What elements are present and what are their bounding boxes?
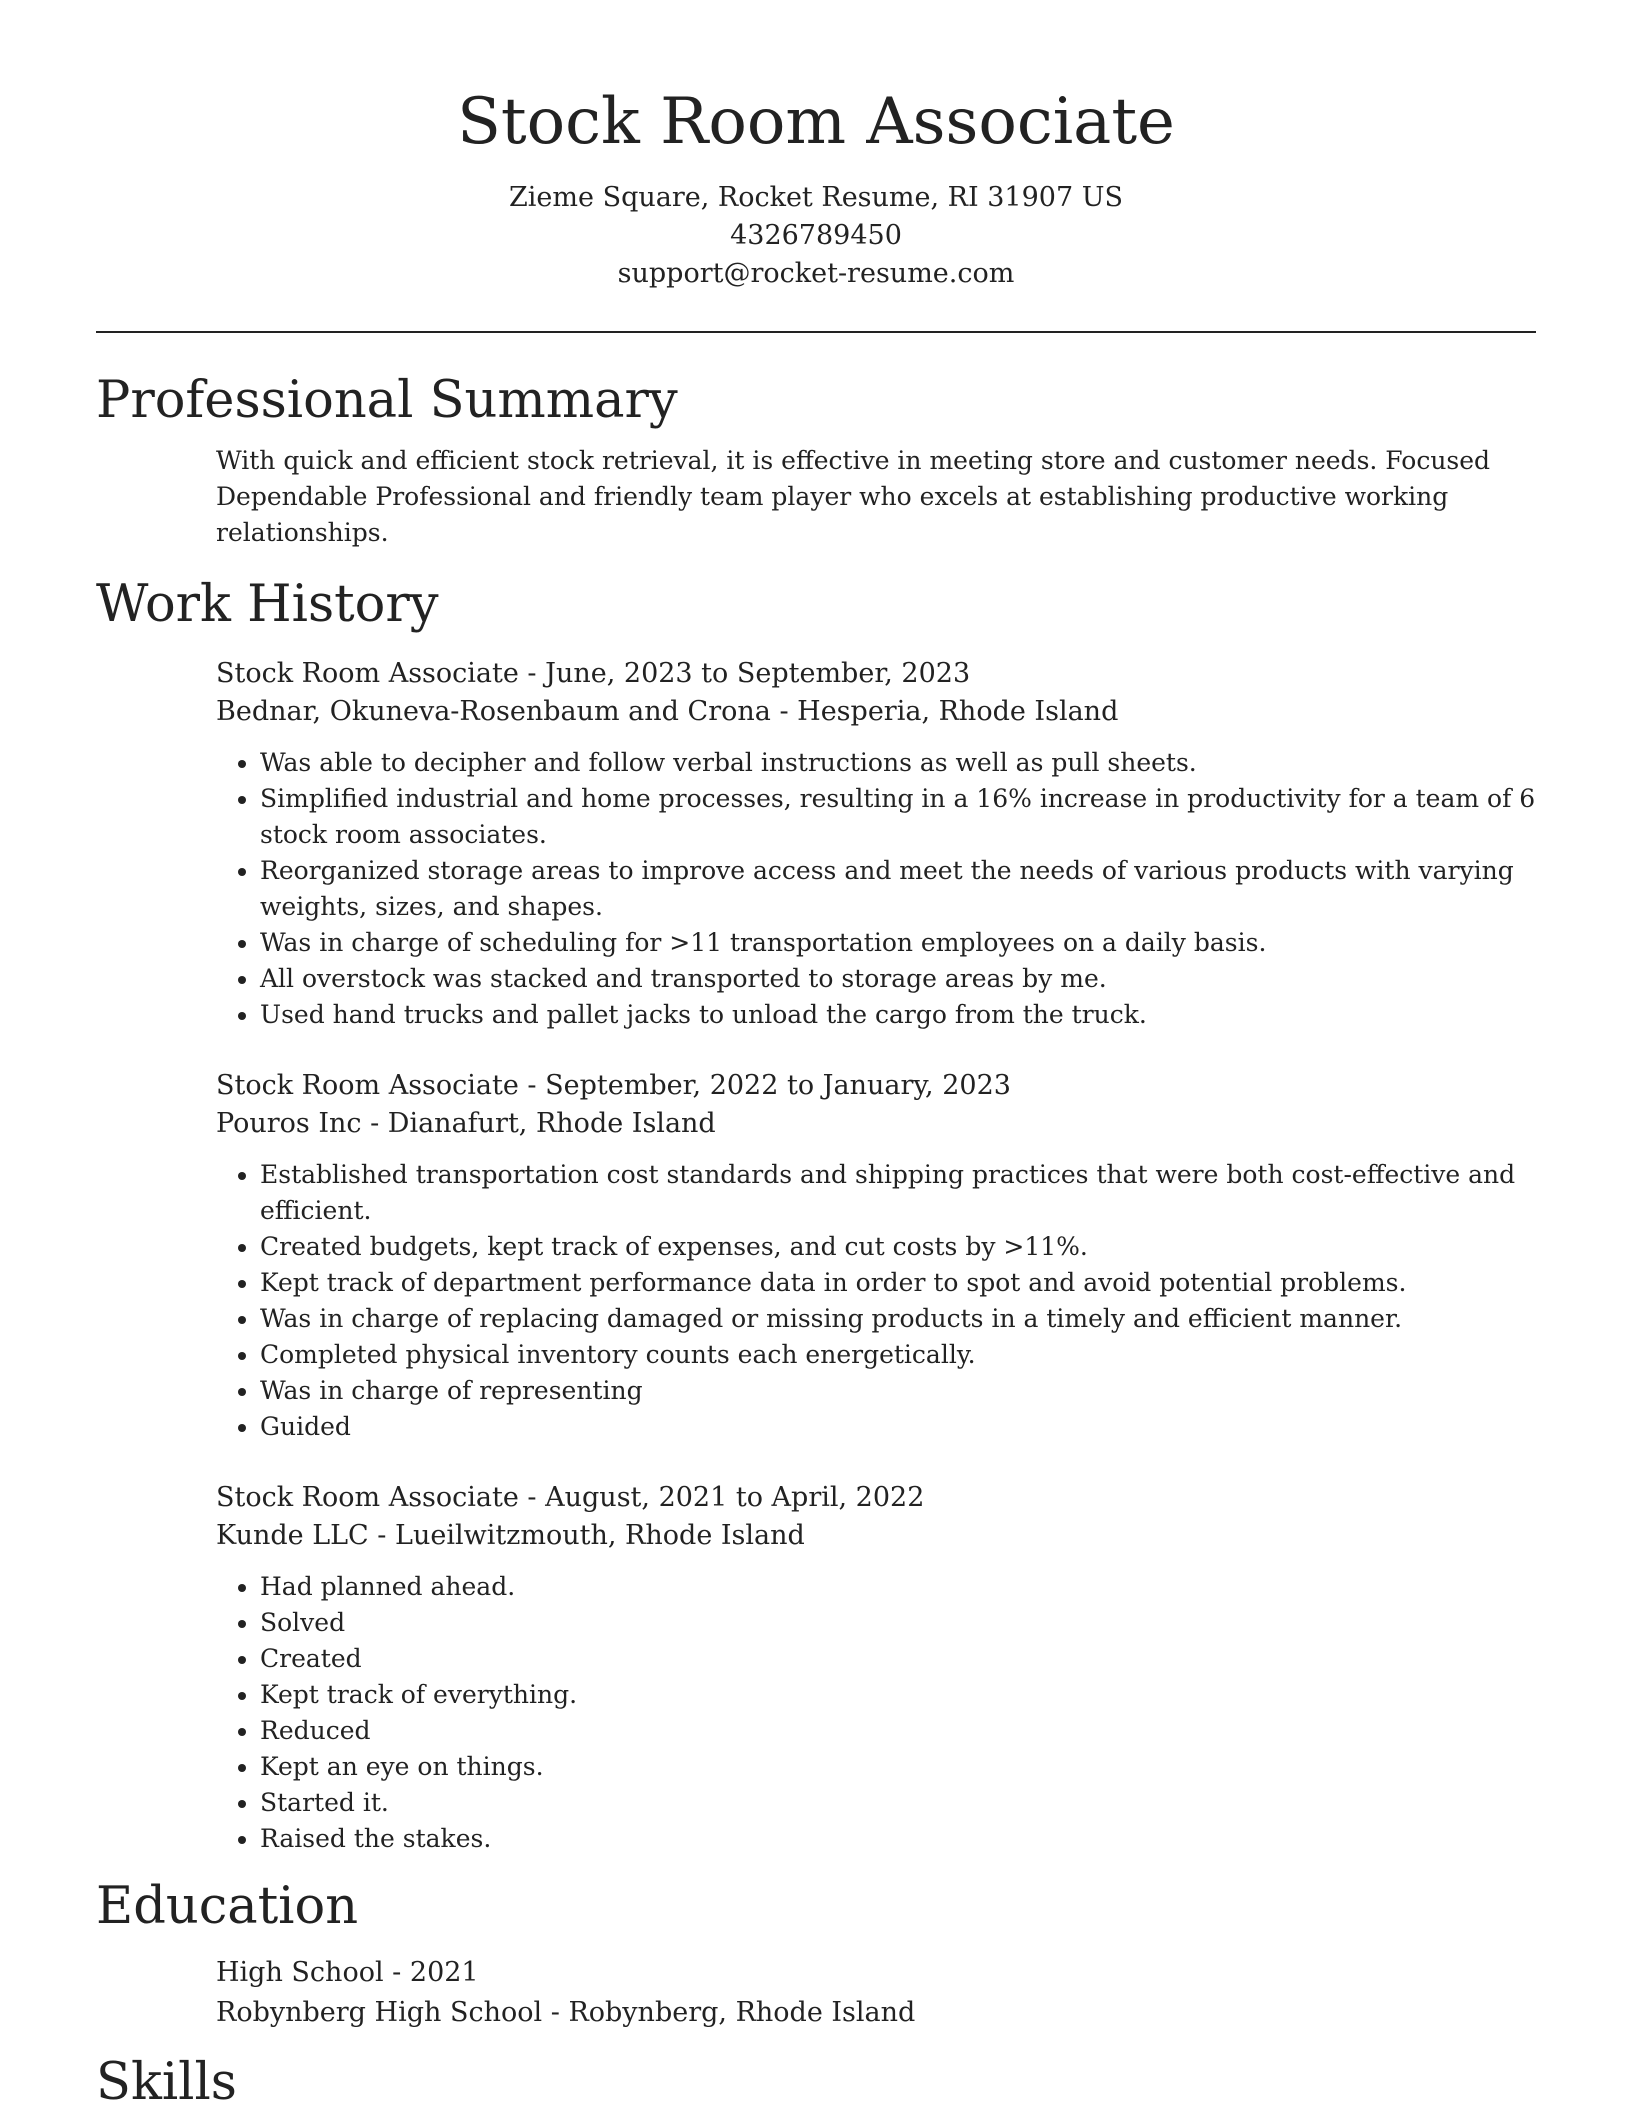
job-bullet: • Completed physical inventory counts each energetically. bbox=[260, 1337, 1536, 1373]
job-bullet: • Created bbox=[260, 1641, 1536, 1677]
job-title: Stock Room Associate bbox=[216, 657, 519, 689]
job-company: Kunde LLC bbox=[216, 1519, 369, 1551]
summary-heading: Professional Summary bbox=[96, 370, 678, 430]
job-bullet: • Created budgets, kept track of expenses, and cut costs by >11%. bbox=[260, 1229, 1536, 1265]
job-entry bbox=[216, 655, 1536, 1033]
work-history-list bbox=[216, 655, 1536, 1857]
job-bullet: • Simplified industrial and home processes, resulting in a 16% increase in productivity for a team of 6 stock room associates. bbox=[260, 781, 1536, 853]
job-bullet: • Kept track of everything. bbox=[260, 1677, 1536, 1713]
job-location: Hesperia, Rhode Island bbox=[797, 695, 1119, 727]
job-company-line: Pouros Inc - Dianafurt, Rhode Island bbox=[216, 1107, 716, 1139]
skills-heading: Skills bbox=[96, 2053, 237, 2112]
candidate-name: Stock Room Associate bbox=[457, 85, 1175, 159]
job-bullet: • Guided bbox=[260, 1409, 1536, 1445]
job-company: Bednar, Okuneva-Rosenbaum and Crona bbox=[216, 695, 771, 727]
job-company: Pouros Inc bbox=[216, 1107, 362, 1139]
job-bullet: • Was in charge of replacing damaged or missing products in a timely and efficient manner. bbox=[260, 1301, 1536, 1337]
job-bullet: • Reorganized storage areas to improve access and meet the needs of various products with varying weights, sizes, and shapes. bbox=[260, 853, 1536, 925]
job-entry bbox=[216, 1479, 1536, 1857]
education-year: 2021 bbox=[409, 1957, 479, 1989]
education-location: Robynberg, Rhode Island bbox=[568, 1997, 916, 2029]
education-entry bbox=[216, 1953, 1536, 2033]
job-title: Stock Room Associate bbox=[216, 1481, 519, 1513]
job-bullet: • Established transportation cost standards and shipping practices that were both cost-effective and efficient. bbox=[260, 1157, 1536, 1229]
education-school: Robynberg High School bbox=[216, 1997, 543, 2029]
job-title-line: Stock Room Associate - June, 2023 to September, 2023 bbox=[216, 657, 971, 689]
email: support@rocket-resume.com bbox=[617, 257, 1015, 289]
summary-text: With quick and efficient stock retrieval, it is effective in meeting store and customer needs. Focused Dependable Professional and friendly team player who excels at establishing productive working relationships. bbox=[216, 445, 1491, 547]
phone: 4326789450 bbox=[730, 219, 902, 251]
education-degree: High School bbox=[216, 1957, 384, 1989]
contact-block bbox=[96, 179, 1536, 293]
job-dates: June, 2023 to September, 2023 bbox=[545, 657, 971, 689]
job-title: Stock Room Associate bbox=[216, 1069, 519, 1101]
job-bullets bbox=[216, 1569, 1536, 1857]
resume-header bbox=[96, 0, 1536, 293]
education-degree-line: High School - 2021 bbox=[216, 1957, 479, 1989]
job-bullet: • Started it. bbox=[260, 1785, 1536, 1821]
job-bullets bbox=[216, 1157, 1536, 1445]
job-location: Lueilwitzmouth, Rhode Island bbox=[395, 1519, 805, 1551]
job-bullets bbox=[216, 745, 1536, 1033]
job-bullet: • Solved bbox=[260, 1605, 1536, 1641]
job-bullet: • Was in charge of scheduling for >11 transportation employees on a daily basis. bbox=[260, 925, 1536, 961]
address: Zieme Square, Rocket Resume, RI 31907 US bbox=[509, 181, 1123, 213]
job-bullet: • Had planned ahead. bbox=[260, 1569, 1536, 1605]
job-title-line: Stock Room Associate - September, 2022 to January, 2023 bbox=[216, 1069, 1011, 1101]
education-heading: Education bbox=[96, 1876, 359, 1936]
work-history-heading: Work History bbox=[96, 574, 439, 634]
job-bullet: • Used hand trucks and pallet jacks to unload the cargo from the truck. bbox=[260, 997, 1536, 1033]
job-bullet: • Was in charge of representing bbox=[260, 1373, 1536, 1409]
job-dates: August, 2021 to April, 2022 bbox=[545, 1481, 925, 1513]
job-location: Dianafurt, Rhode Island bbox=[387, 1107, 716, 1139]
job-entry bbox=[216, 1067, 1536, 1445]
job-bullet: • Kept track of department performance data in order to spot and avoid potential problems. bbox=[260, 1265, 1536, 1301]
job-title-line: Stock Room Associate - August, 2021 to April, 2022 bbox=[216, 1481, 925, 1513]
job-bullet: • Kept an eye on things. bbox=[260, 1749, 1536, 1785]
education-school-line: Robynberg High School - Robynberg, Rhode Island bbox=[216, 1997, 916, 2029]
header-divider bbox=[96, 331, 1536, 333]
job-bullet: • Was able to decipher and follow verbal instructions as well as pull sheets. bbox=[260, 745, 1536, 781]
job-bullet: • Raised the stakes. bbox=[260, 1821, 1536, 1857]
job-company-line: Kunde LLC - Lueilwitzmouth, Rhode Island bbox=[216, 1519, 805, 1551]
job-bullet: • All overstock was stacked and transported to storage areas by me. bbox=[260, 961, 1536, 997]
job-bullet: • Reduced bbox=[260, 1713, 1536, 1749]
resume-page bbox=[96, 0, 1536, 2111]
job-dates: September, 2022 to January, 2023 bbox=[545, 1069, 1011, 1101]
job-company-line: Bednar, Okuneva-Rosenbaum and Crona - Hesperia, Rhode Island bbox=[216, 695, 1119, 727]
